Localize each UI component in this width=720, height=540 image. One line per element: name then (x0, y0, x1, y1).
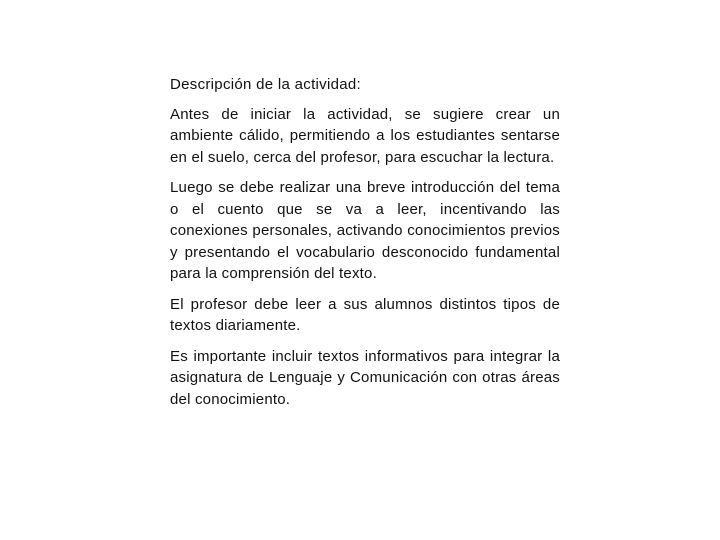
activity-heading: Descripción de la actividad: (170, 76, 361, 93)
activity-description (170, 74, 560, 419)
paragraph-setup: Antes de iniciar la actividad, se sugiere crear un ambiente cálido, permitiendo a los estudiantes sentarse en el suelo, cerca del profesor, para escuchar la lectura. (170, 105, 560, 166)
paragraph-informative-texts: Es importante incluir textos informativos para integrar la asignatura de Lenguaje y Comunicación con otras áreas del conocimiento. (170, 347, 560, 408)
paragraph-introduction: Luego se debe realizar una breve introducción del tema o el cuento que se va a leer, incentivando las conexiones personales, activando conocimientos previos y presentando el vocabulario desconocido fundamental para la comprensión del texto. (170, 179, 560, 282)
paragraph-daily-reading: El profesor debe leer a sus alumnos distintos tipos de textos diariamente. (170, 295, 560, 334)
